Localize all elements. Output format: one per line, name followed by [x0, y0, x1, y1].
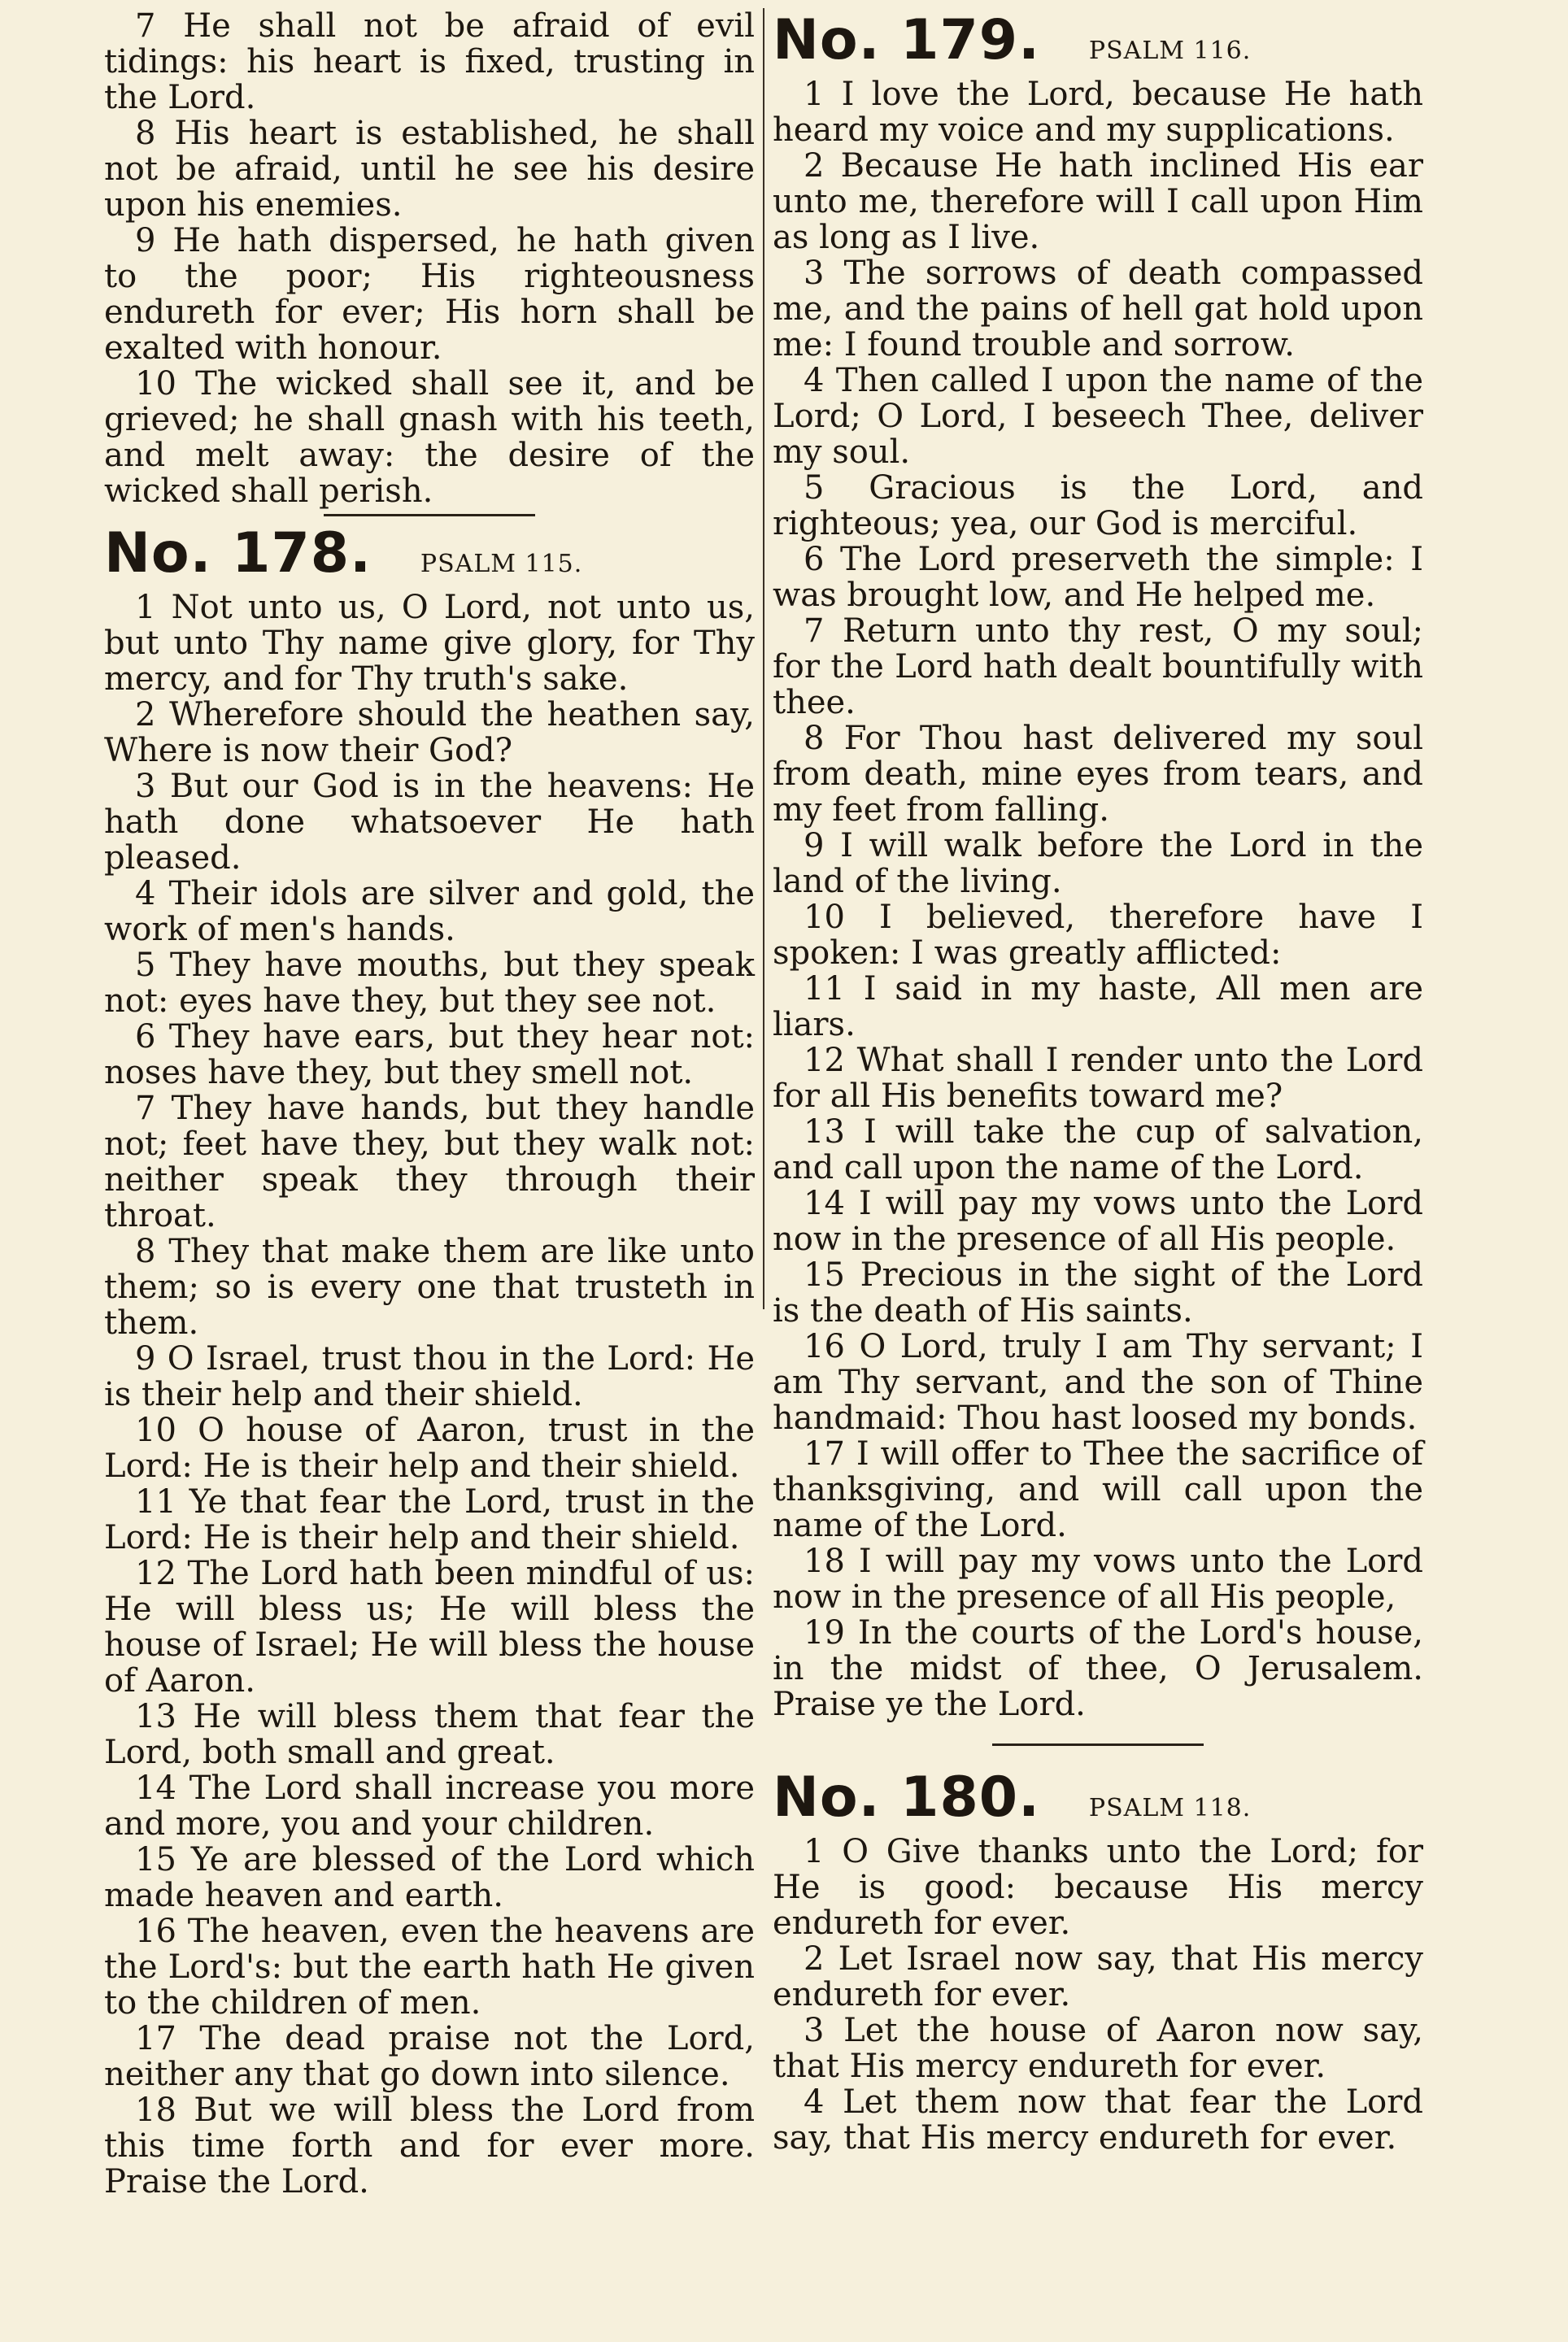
right-column — [773, 0, 1423, 2156]
column-divider — [763, 8, 764, 1309]
verse: 14 The Lord shall increase you more and more, you and your children. — [104, 1770, 755, 1843]
verse: 18 I will pay my vows unto the Lord now in the presence of all His people, — [773, 1543, 1423, 1616]
verse: 10 O house of Aaron, trust in the Lord: He is their help and their shield. — [104, 1412, 755, 1485]
verse: 2 Wherefore should the heathen say, Where is now their God? — [104, 696, 755, 769]
verse: 6 They have ears, but they hear not: noses have they, but they smell not. — [104, 1018, 755, 1091]
verse: 11 Ye that fear the Lord, trust in the Lord: He is their help and their shield. — [104, 1483, 755, 1556]
verse: 16 The heaven, even the heavens are the Lord's: but the earth hath He given to the children of men. — [104, 1913, 755, 2022]
verse: 2 Let Israel now say, that His mercy endureth for ever. — [773, 1940, 1423, 2013]
hymn-179 — [773, 8, 1423, 1722]
verse: 10 I believed, therefore have I spoken: I was greatly afflicted: — [773, 899, 1423, 972]
verse: 7 Return unto thy rest, O my soul; for the Lord hath dealt bountifully with thee. — [773, 612, 1423, 721]
verse: 1 O Give thanks unto the Lord; for He is good: because His mercy endureth for ever. — [773, 1833, 1423, 1942]
verse: 8 They that make them are like unto them; so is every one that trusteth in them. — [104, 1233, 755, 1342]
psalm-reference: PSALM 115. — [420, 550, 583, 578]
verse: 6 The Lord preserveth the simple: I was brought low, and He helped me. — [773, 541, 1423, 614]
verse: 4 Let them now that fear the Lord say, that His mercy endureth for ever. — [773, 2083, 1423, 2157]
hymn-header — [104, 521, 755, 590]
verse: 3 The sorrows of death compassed me, and the pains of hell gat hold upon me: I found trouble and sorrow. — [773, 255, 1423, 363]
verse: 8 His heart is established, he shall not be afraid, until he see his desire upon his enemies. — [104, 115, 755, 224]
verse: 11 I said in my haste, All men are liars. — [773, 970, 1423, 1043]
verse: 5 Gracious is the Lord, and righteous; yea, our God is merciful. — [773, 469, 1423, 542]
psalm-reference: PSALM 116. — [1088, 37, 1252, 65]
verse: 12 The Lord hath been mindful of us: He will bless us; He will bless the house of Israel; He will bless the house of Aaron. — [104, 1555, 755, 1700]
verse: 15 Ye are blessed of the Lord which made heaven and earth. — [104, 1841, 755, 1914]
verse: 10 The wicked shall see it, and be grieved; he shall gnash with his teeth, and melt away: the desire of the wicked shall perish. — [104, 365, 755, 510]
verse: 12 What shall I render unto the Lord for all His benefits toward me? — [773, 1042, 1423, 1115]
left-column — [104, 0, 755, 2200]
verse: 4 Then called I upon the name of the Lord; O Lord, I beseech Thee, deliver my soul. — [773, 362, 1423, 471]
verse: 8 For Thou hast delivered my soul from death, mine eyes from tears, and my feet from falling. — [773, 720, 1423, 829]
verse: 17 The dead praise not the Lord, neither any that go down into silence. — [104, 2020, 755, 2093]
verse: 13 He will bless them that fear the Lord, both small and great. — [104, 1698, 755, 1771]
verse: 2 Because He hath inclined His ear unto me, therefore will I call upon Him as long as I live. — [773, 147, 1423, 256]
verse: 7 He shall not be afraid of evil tidings: his heart is fixed, trusting in the Lord. — [104, 7, 755, 116]
hymn-header — [773, 1765, 1423, 1834]
verse: 4 Their idols are silver and gold, the work of men's hands. — [104, 875, 755, 948]
hymn-178 — [104, 521, 755, 2200]
hymn-180 — [773, 1765, 1423, 2156]
hymn-header — [773, 8, 1423, 76]
hymn-number: No. 179. — [773, 8, 1040, 72]
section-rule — [992, 1743, 1204, 1746]
verse: 16 O Lord, truly I am Thy servant; I am Thy servant, and the son of Thine handmaid: Thou hast loosed my bonds. — [773, 1328, 1423, 1437]
verse: 5 They have mouths, but they speak not: eyes have they, but they see not. — [104, 947, 755, 1020]
verse: 3 But our God is in the heavens: He hath done whatsoever He hath pleased. — [104, 768, 755, 877]
verse: 17 I will offer to Thee the sacrifice of thanksgiving, and will call upon the name of the Lord. — [773, 1435, 1423, 1544]
psalm-reference: PSALM 118. — [1088, 1794, 1252, 1822]
verse: 9 I will walk before the Lord in the land of the living. — [773, 827, 1423, 900]
verse: 7 They have hands, but they handle not; feet have they, but they walk not: neither speak they through their throat. — [104, 1090, 755, 1234]
verse: 1 I love the Lord, because He hath heard my voice and my supplications. — [773, 76, 1423, 149]
hymn-number: No. 180. — [773, 1765, 1040, 1830]
verse: 18 But we will bless the Lord from this time forth and for ever more. Praise the Lord. — [104, 2092, 755, 2201]
section-rule — [324, 514, 535, 516]
verse: 19 In the courts of the Lord's house, in the midst of thee, O Jerusalem. Praise ye the Lord. — [773, 1614, 1423, 1723]
verse: 9 O Israel, trust thou in the Lord: He is their help and their shield. — [104, 1340, 755, 1413]
verse: 14 I will pay my vows unto the Lord now in the presence of all His people. — [773, 1185, 1423, 1258]
verse: 15 Precious in the sight of the Lord is the death of His saints. — [773, 1256, 1423, 1330]
hymn-number: No. 178. — [104, 521, 372, 586]
verse: 9 He hath dispersed, he hath given to the poor; His righteousness endureth for ever; His horn shall be exalted with honour. — [104, 222, 755, 367]
verse: 13 I will take the cup of salvation, and call upon the name of the Lord. — [773, 1113, 1423, 1186]
verse: 1 Not unto us, O Lord, not unto us, but unto Thy name give glory, for Thy mercy, and for Thy truth's sake. — [104, 589, 755, 698]
continued-verses — [104, 8, 755, 509]
verse: 3 Let the house of Aaron now say, that His mercy endureth for ever. — [773, 2012, 1423, 2085]
